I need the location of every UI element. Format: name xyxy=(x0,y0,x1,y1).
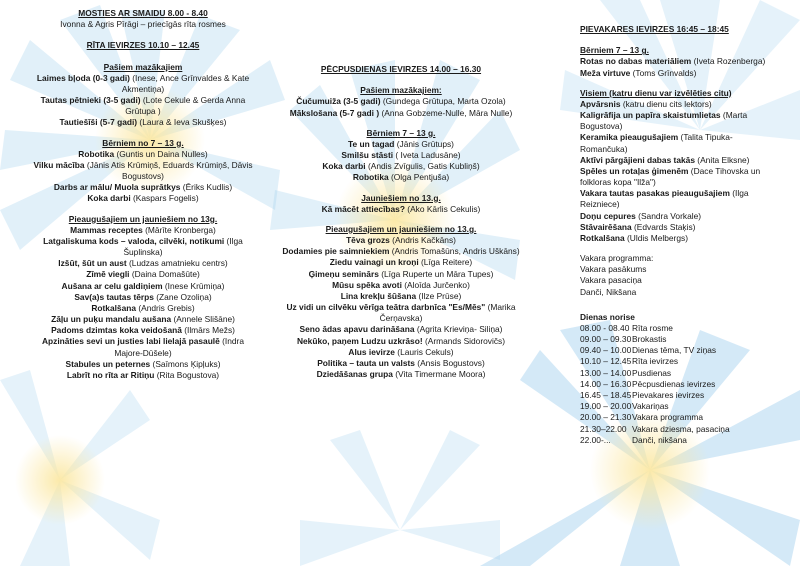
program-item-leader: (Lote Cekule & Gerda Anna Grūtupa ) xyxy=(125,95,246,117)
program-item xyxy=(282,161,520,172)
program-item-leader: (Vita Timermane Moora) xyxy=(392,369,486,380)
schedule-time: 22.00-... xyxy=(580,434,611,445)
program-item-title: Seno ādas apavu darināšana xyxy=(299,324,415,335)
program-item-leader: (Ēriks Kudlis) xyxy=(180,182,233,193)
program-item-leader: (Agrita Krieviņa- Siliņa) xyxy=(414,324,503,335)
program-item xyxy=(580,68,780,79)
dienas-title: Dienas norise xyxy=(580,311,635,322)
program-item-title: Koka darbi xyxy=(322,161,366,172)
pieaug-title: Pieaugušajiem un jauniešiem no 13g. xyxy=(68,213,218,224)
schedule-time: 20.00 – 21.30 xyxy=(580,412,632,423)
program-item xyxy=(282,269,520,280)
schedule-time: 19.00 – 20.00 xyxy=(580,401,632,412)
schedule-row xyxy=(580,390,780,401)
bern-list xyxy=(28,149,258,205)
program-item-title: Stāvairēšana xyxy=(580,221,632,232)
program-item xyxy=(282,139,520,150)
program-item xyxy=(28,258,258,269)
program-item xyxy=(580,110,780,132)
visiem-title: Visiem (katru dienu var izvēlēties citu) xyxy=(580,87,732,98)
program-item xyxy=(282,246,520,257)
program-item xyxy=(28,281,258,292)
schedule-row xyxy=(580,435,780,446)
column-afternoon xyxy=(282,64,520,389)
program-item-title: Ģimeņu seminārs xyxy=(308,268,379,279)
sun-bottom-center xyxy=(300,430,500,566)
program-item-leader: (Aloīda Jurčenko) xyxy=(401,279,470,290)
program-item xyxy=(282,204,520,215)
program-item-title: Smilšu stāsti xyxy=(341,150,394,161)
program-item xyxy=(28,370,258,381)
schedule-list xyxy=(580,323,780,446)
program-item xyxy=(282,358,520,369)
program-item-leader: (Marta Bogustova) xyxy=(580,110,748,132)
mazakajiem-list xyxy=(28,73,258,129)
mazakajiem-title: Pašiem mazākajiem xyxy=(103,61,183,72)
program-item xyxy=(28,303,258,314)
schedule-time: 16.45 – 18.45 xyxy=(580,389,632,400)
schedule-event: Vakariņas xyxy=(632,401,669,412)
bern-list-2 xyxy=(282,139,520,184)
schedule-time: 14.00 – 16.30 xyxy=(580,378,632,389)
schedule-time: 09.00 – 09.30 xyxy=(580,334,632,345)
program-item-title: Alus ievirze xyxy=(348,346,395,357)
program-item xyxy=(28,73,258,95)
program-item-title: Dodamies pie saimniekiem xyxy=(282,246,390,257)
program-item-leader: (Ilga Šuplinska) xyxy=(123,235,243,258)
program-item-leader: (Inese Krūmiņa) xyxy=(162,280,225,291)
program-item-title: Robotika xyxy=(352,172,389,183)
program-item xyxy=(28,95,258,117)
program-item xyxy=(28,117,258,128)
program-item-leader: (Indra Majore-Dūšele) xyxy=(114,336,245,358)
schedule-row xyxy=(580,356,780,367)
program-item xyxy=(28,359,258,370)
program-item-title: Stabules un peternes xyxy=(65,358,151,369)
program-item-leader: (Annele Slišāne) xyxy=(171,314,235,325)
program-item-title: Tautiešīši (5-7 gadi) xyxy=(59,117,138,128)
program-item xyxy=(282,235,520,246)
program-item-title: Robotika xyxy=(78,148,115,159)
program-item-title: Doņu cepures xyxy=(580,210,636,221)
plain-line: Vakara pasākums xyxy=(580,264,647,275)
program-item xyxy=(282,291,520,302)
visiem-list xyxy=(580,99,780,244)
program-item-leader: (Ako Kārlis Cekulis) xyxy=(404,203,481,214)
program-item-title: Politika – tauta un valsts xyxy=(317,357,415,368)
program-item-title: Zīmē viegli xyxy=(86,269,130,280)
program-item-title: Mākslošana (5-7 gadi ) xyxy=(289,107,380,118)
program-item xyxy=(282,347,520,358)
rita-title: RĪTA IEVIRZES 10.10 – 12.45 xyxy=(86,40,200,51)
program-item-leader: (Armands Sidorovičs) xyxy=(422,335,506,346)
vakara-title: Vakara programma: xyxy=(580,253,654,264)
program-item-title: Keramika pieaugušajiem xyxy=(580,132,679,143)
program-item xyxy=(580,99,780,110)
program-item-leader: (Kaspars Fogelis) xyxy=(130,193,199,204)
program-item xyxy=(282,324,520,335)
program-item-leader: (Jānis Atis Krūmiņš, Eduards Krūmiņš, Dāvis Bogustovs) xyxy=(84,159,253,182)
program-item-leader: (katru dienu cits lektors) xyxy=(620,98,712,109)
schedule-time: 08.00 - 08.40 xyxy=(580,322,630,333)
schedule-row xyxy=(580,345,780,356)
bern-list-3 xyxy=(580,56,780,78)
schedule-event: Vakara dziesma, pasaciņa xyxy=(632,423,730,434)
program-item-leader: (Guntis un Daina Nulles) xyxy=(114,148,208,159)
evening-title: PIEVAKARES IEVIRZES 16:45 – 18:45 xyxy=(580,24,729,34)
program-item xyxy=(282,108,520,119)
column-morning xyxy=(28,8,258,390)
program-item-title: Vakara tautas pasakas pieaugušajiem xyxy=(580,188,730,199)
program-item xyxy=(28,193,258,204)
program-item xyxy=(580,132,780,154)
program-item xyxy=(580,222,780,233)
program-item-leader: (Andris Kačkāns) xyxy=(389,235,456,246)
program-item-leader: (Daina Domašūte) xyxy=(129,269,200,280)
schedule-row xyxy=(580,334,780,345)
program-item-leader: (Mārīte Kronberga) xyxy=(142,224,216,235)
schedule-row xyxy=(580,368,780,379)
program-item-title: Labrīt no rīta ar Ritiņu xyxy=(66,369,155,380)
schedule-time: 21.30–22.00 xyxy=(580,423,627,434)
program-item xyxy=(282,369,520,380)
program-item xyxy=(282,302,520,324)
program-item-title: Te un tagad xyxy=(348,138,395,149)
program-item-leader: (Ilga Reizniece) xyxy=(580,188,749,210)
program-item xyxy=(282,280,520,291)
program-item-title: Kā mācēt attiecības? xyxy=(321,203,405,214)
program-item xyxy=(28,160,258,182)
program-item-title: Latgaliskuma kods – valoda, cilvēki, notikumi xyxy=(43,235,225,246)
program-item xyxy=(28,336,258,358)
program-item-leader: (Ilze Prūse) xyxy=(416,290,462,301)
program-item-leader: (Andris Grebis) xyxy=(136,302,195,313)
program-item-leader: (Marika Čerņavska) xyxy=(379,302,516,324)
program-item-leader: (Ludzas amatnieku centrs) xyxy=(126,258,228,269)
pieaug-list-2 xyxy=(282,235,520,380)
program-item-title: Mūsu spēka avoti xyxy=(332,279,402,290)
schedule-event: Vakara programma xyxy=(632,412,704,423)
vakara-list xyxy=(580,264,780,298)
program-item-title: Ziedu vainagi un kroņi xyxy=(329,257,419,268)
program-item-leader: (Uldis Melbergs) xyxy=(624,232,688,243)
program-item xyxy=(28,182,258,193)
program-item-title: Apvārsnis xyxy=(580,98,621,109)
program-item-title: Aušana ar celu galdiņiem xyxy=(61,280,163,291)
bern-title-2: Bērniem 7 – 13 g. xyxy=(366,127,436,138)
program-item-leader: (Laura & Ieva Skušķes) xyxy=(137,117,227,128)
program-item xyxy=(28,236,258,258)
program-item-title: Spēles un rotaļas ģimenēm xyxy=(580,165,689,176)
jaun-title: Jauniešiem no 13.g. xyxy=(361,192,441,203)
program-item-title: Rotas no dabas materiāliem xyxy=(580,56,692,67)
mosties-text: Ivonna & Agris Pīrāgi – priecīgās rīta rosmes xyxy=(60,19,226,30)
program-item-title: Tautas pētnieki (3-5 gadi) xyxy=(40,95,141,106)
program-item-leader: (Līga Ruperte un Māra Tupes) xyxy=(378,268,494,279)
program-item-title: Koka darbi xyxy=(87,193,131,204)
program-item xyxy=(28,325,258,336)
program-item-title: Rotkalšana xyxy=(580,232,625,243)
program-item-title: Laimes bļoda (0-3 gadi) xyxy=(36,72,130,83)
program-item-title: Tēva grozs xyxy=(346,235,390,246)
program-item xyxy=(282,336,520,347)
program-item-leader: (Ansis Bogustovs) xyxy=(414,357,485,368)
schedule-row xyxy=(580,424,780,435)
program-item-leader: (Dace Tihovska un folkloras kopa "Ilža") xyxy=(580,165,761,188)
schedule-event: Brokastis xyxy=(632,334,667,345)
schedule-event: Danči, nikšana xyxy=(632,434,687,445)
program-item-title: Padoms dzimtas koka veidošanā xyxy=(51,325,182,336)
program-item-leader: ( Iveta Ladusāne) xyxy=(393,150,461,161)
schedule-event: Pēcpusdienas ievirzes xyxy=(632,378,716,389)
program-item-leader: (Zane Ozoliņa) xyxy=(153,291,212,302)
afternoon-title: PĒCPUSDIENAS IEVIRZES 14.00 – 16.30 xyxy=(320,64,482,74)
column-evening xyxy=(580,24,780,455)
program-item-title: Vilku mācība xyxy=(33,159,85,170)
program-item-leader: (Ilmārs Mežs) xyxy=(181,325,235,336)
schedule-row xyxy=(580,401,780,412)
program-item-title: Darbs ar mālu/ Muola suprātkys xyxy=(53,182,181,193)
program-item xyxy=(28,314,258,325)
program-item xyxy=(580,155,780,166)
schedule-event: Dienas tēma, TV ziņas xyxy=(632,345,717,356)
program-item-leader: (Jānis Grūtups) xyxy=(394,138,454,149)
schedule-time: 09.40 – 10.00 xyxy=(580,345,632,356)
program-item-leader: (Lauris Cekuls) xyxy=(394,346,454,357)
program-item-leader: (Talita Tipuka-Romančuka) xyxy=(580,132,733,154)
program-item xyxy=(580,56,780,67)
program-item xyxy=(580,166,780,188)
plain-line: Danči, Nikšana xyxy=(580,286,637,297)
program-item-title: Čučumuiža (3-5 gadi) xyxy=(296,96,381,107)
program-item xyxy=(28,292,258,303)
program-item-leader: (Gundega Grūtupa, Marta Ozola) xyxy=(380,96,506,107)
program-item xyxy=(580,188,780,210)
program-item-title: Rotkalšana xyxy=(91,302,137,313)
schedule-time: 10.10 – 12.45 xyxy=(580,356,632,367)
program-item-leader: (Olga Pentjuša) xyxy=(388,172,450,183)
schedule-time: 13.00 – 14.00 xyxy=(580,367,632,378)
schedule-row xyxy=(580,412,780,423)
program-item-title: Izšūt, šūt un aust xyxy=(58,258,127,269)
program-item-title: Nekūko, paņem Ludzu uzkrāso! xyxy=(296,335,423,346)
program-item-title: Sav(a)s tautas tērps xyxy=(74,291,154,302)
schedule-event: Pievakares ievirzes xyxy=(632,389,705,400)
program-item xyxy=(282,150,520,161)
schedule-row xyxy=(580,323,780,334)
program-item-title: Kaligrāfija un papīra skaistumlietas xyxy=(580,110,721,121)
schedule-event: Pusdienas xyxy=(632,367,672,378)
schedule-event: Rīta ievirzes xyxy=(632,356,679,367)
plain-line: Vakara pasaciņa xyxy=(580,275,642,286)
mazakajiem-title-2: Pašiem mazākajiem: xyxy=(360,85,442,96)
schedule-row xyxy=(580,379,780,390)
program-item xyxy=(28,149,258,160)
program-item-title: Mammas receptes xyxy=(70,224,143,235)
program-item xyxy=(28,269,258,280)
program-item-leader: (Inese, Ance Grīnvaldes & Kate Akmentiņa) xyxy=(121,72,250,94)
program-item-leader: (Iveta Rozenberga) xyxy=(691,56,766,67)
program-item xyxy=(282,257,520,268)
jaun-list xyxy=(282,204,520,215)
pieaug-title-2: Pieaugušajiem un jauniešiem no 13.g. xyxy=(325,223,477,234)
mazakajiem-list-2 xyxy=(282,96,520,118)
program-item xyxy=(580,233,780,244)
program-item xyxy=(580,211,780,222)
program-item-leader: (Andris Tomašūns, Andris Uškāns) xyxy=(389,246,520,257)
program-item-title: Apzināties sevi un justies labi lielajā pasaulē xyxy=(41,336,220,347)
program-item-leader: (Edvards Staķis) xyxy=(631,221,696,232)
program-item xyxy=(282,96,520,107)
program-item-leader: (Anna Gobzeme-Nulle, Māra Nulle) xyxy=(379,107,513,118)
mosties-title: MOSTIES AR SMAIDU 8.00 - 8.40 xyxy=(78,8,208,18)
program-item-leader: (Saīmons Ķipļuks) xyxy=(150,358,221,369)
program-item-leader: (Rita Bogustova) xyxy=(154,369,220,380)
pieaug-list xyxy=(28,225,258,381)
program-item-leader: (Anita Elksne) xyxy=(694,154,750,165)
program-item-title: Meža virtuve xyxy=(580,67,631,78)
program-item-title: Zāļu un puķu mandalu aušana xyxy=(51,314,172,325)
program-item-title: Dziedāšanas grupa xyxy=(316,369,393,380)
bern-title-3: Bērniem 7 – 13 g. xyxy=(580,45,649,56)
program-item xyxy=(28,225,258,236)
program-item xyxy=(282,172,520,183)
program-item-leader: (Toms Grīnvalds) xyxy=(630,67,697,78)
program-item-leader: (Sandra Vorkale) xyxy=(635,210,702,221)
program-item-title: Uz vidi un cilvēku vērīga teātra darbnīca "Es/Mēs" xyxy=(286,302,486,313)
program-item-leader: (Līga Reitere) xyxy=(418,257,473,268)
program-item-title: Aktīvi pārgājieni dabas takās xyxy=(580,154,695,165)
program-item-title: Lina krekļu šūšana xyxy=(340,290,417,301)
program-item-leader: (Andis Zvīgulis, Gatis Kubliņš) xyxy=(365,161,480,172)
bern-title: Bērniem no 7 – 13 g. xyxy=(102,137,184,148)
schedule-event: Rīta rosme xyxy=(632,322,673,333)
